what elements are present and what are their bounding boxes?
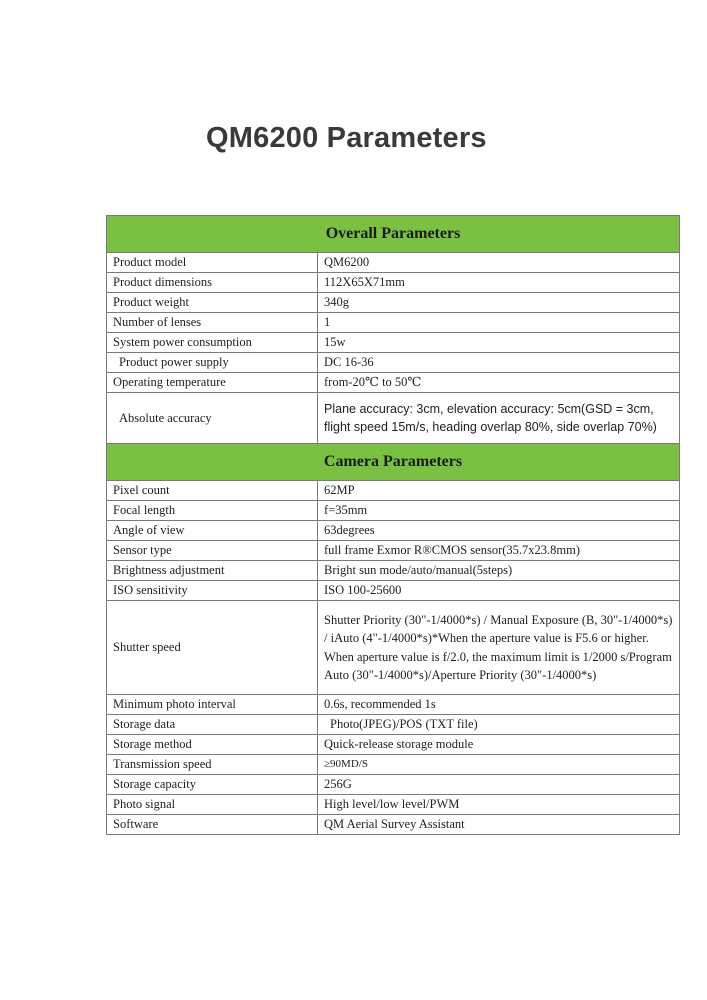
table-row — [107, 715, 680, 735]
param-label: Product dimensions — [107, 273, 318, 293]
param-value: Plane accuracy: 3cm, elevation accuracy: 5cm(GSD = 3cm, flight speed 15m/s, heading overlap 80%, side overlap 70%) — [318, 393, 680, 444]
param-value: 62MP — [318, 481, 680, 501]
param-label: Sensor type — [107, 541, 318, 561]
table-row — [107, 815, 680, 835]
param-label: System power consumption — [107, 333, 318, 353]
param-label: Storage capacity — [107, 775, 318, 795]
param-value: ISO 100-25600 — [318, 581, 680, 601]
param-label: Product power supply — [107, 353, 318, 373]
table-row — [107, 481, 680, 501]
section-title: Camera Parameters — [107, 444, 680, 481]
param-value: QM6200 — [318, 253, 680, 273]
table-row — [107, 601, 680, 695]
param-label: Focal length — [107, 501, 318, 521]
param-value: ≥90MD/S — [318, 755, 680, 775]
table-row — [107, 581, 680, 601]
param-value: 1 — [318, 313, 680, 333]
param-label: Photo signal — [107, 795, 318, 815]
table-row — [107, 313, 680, 333]
table-row — [107, 273, 680, 293]
table-row — [107, 541, 680, 561]
param-label: Storage data — [107, 715, 318, 735]
param-value: QM Aerial Survey Assistant — [318, 815, 680, 835]
param-value: 63degrees — [318, 521, 680, 541]
param-value: from-20℃ to 50℃ — [318, 373, 680, 393]
param-label: Storage method — [107, 735, 318, 755]
param-label: Minimum photo interval — [107, 695, 318, 715]
table-row — [107, 253, 680, 273]
param-value: 15w — [318, 333, 680, 353]
section-header-overall — [107, 216, 680, 253]
table-row — [107, 393, 680, 444]
table-row — [107, 775, 680, 795]
table-row — [107, 561, 680, 581]
param-label: ISO sensitivity — [107, 581, 318, 601]
table-row — [107, 293, 680, 313]
param-label: Pixel count — [107, 481, 318, 501]
param-value: 0.6s, recommended 1s — [318, 695, 680, 715]
param-label: Product weight — [107, 293, 318, 313]
param-value: Quick-release storage module — [318, 735, 680, 755]
param-label: Shutter speed — [107, 601, 318, 695]
param-value: Photo(JPEG)/POS (TXT file) — [318, 715, 680, 735]
param-label: Transmission speed — [107, 755, 318, 775]
parameters-table — [106, 215, 680, 835]
table-row — [107, 521, 680, 541]
table-row — [107, 501, 680, 521]
param-value: f=35mm — [318, 501, 680, 521]
table-row — [107, 755, 680, 775]
param-value: Shutter Priority (30"-1/4000*s) / Manual Exposure (B, 30"-1/4000*s) / iAuto (4"-1/4000*s)*When the aperture value is F5.6 or higher. When aperture value is f/2.0, the maximum limit is 1/2000 s/Program Auto (30"-1/4000*s)/Aperture Priority (30"-1/4000*s) — [318, 601, 680, 695]
table-row — [107, 735, 680, 755]
param-value: full frame Exmor R®CMOS sensor(35.7x23.8mm) — [318, 541, 680, 561]
param-value: 112X65X71mm — [318, 273, 680, 293]
param-value: High level/low level/PWM — [318, 795, 680, 815]
param-label: Number of lenses — [107, 313, 318, 333]
section-header-camera — [107, 444, 680, 481]
param-label: Operating temperature — [107, 373, 318, 393]
param-value: 256G — [318, 775, 680, 795]
table-row — [107, 353, 680, 373]
table-row — [107, 333, 680, 353]
table-row — [107, 695, 680, 715]
param-label: Software — [107, 815, 318, 835]
param-value: Bright sun mode/auto/manual(5steps) — [318, 561, 680, 581]
param-value: 340g — [318, 293, 680, 313]
param-label: Angle of view — [107, 521, 318, 541]
param-label: Brightness adjustment — [107, 561, 318, 581]
param-label: Absolute accuracy — [107, 393, 318, 444]
page-title: QM6200 Parameters — [206, 122, 487, 154]
table-row — [107, 373, 680, 393]
param-value: DC 16-36 — [318, 353, 680, 373]
section-title: Overall Parameters — [107, 216, 680, 253]
param-label: Product model — [107, 253, 318, 273]
table-row — [107, 795, 680, 815]
